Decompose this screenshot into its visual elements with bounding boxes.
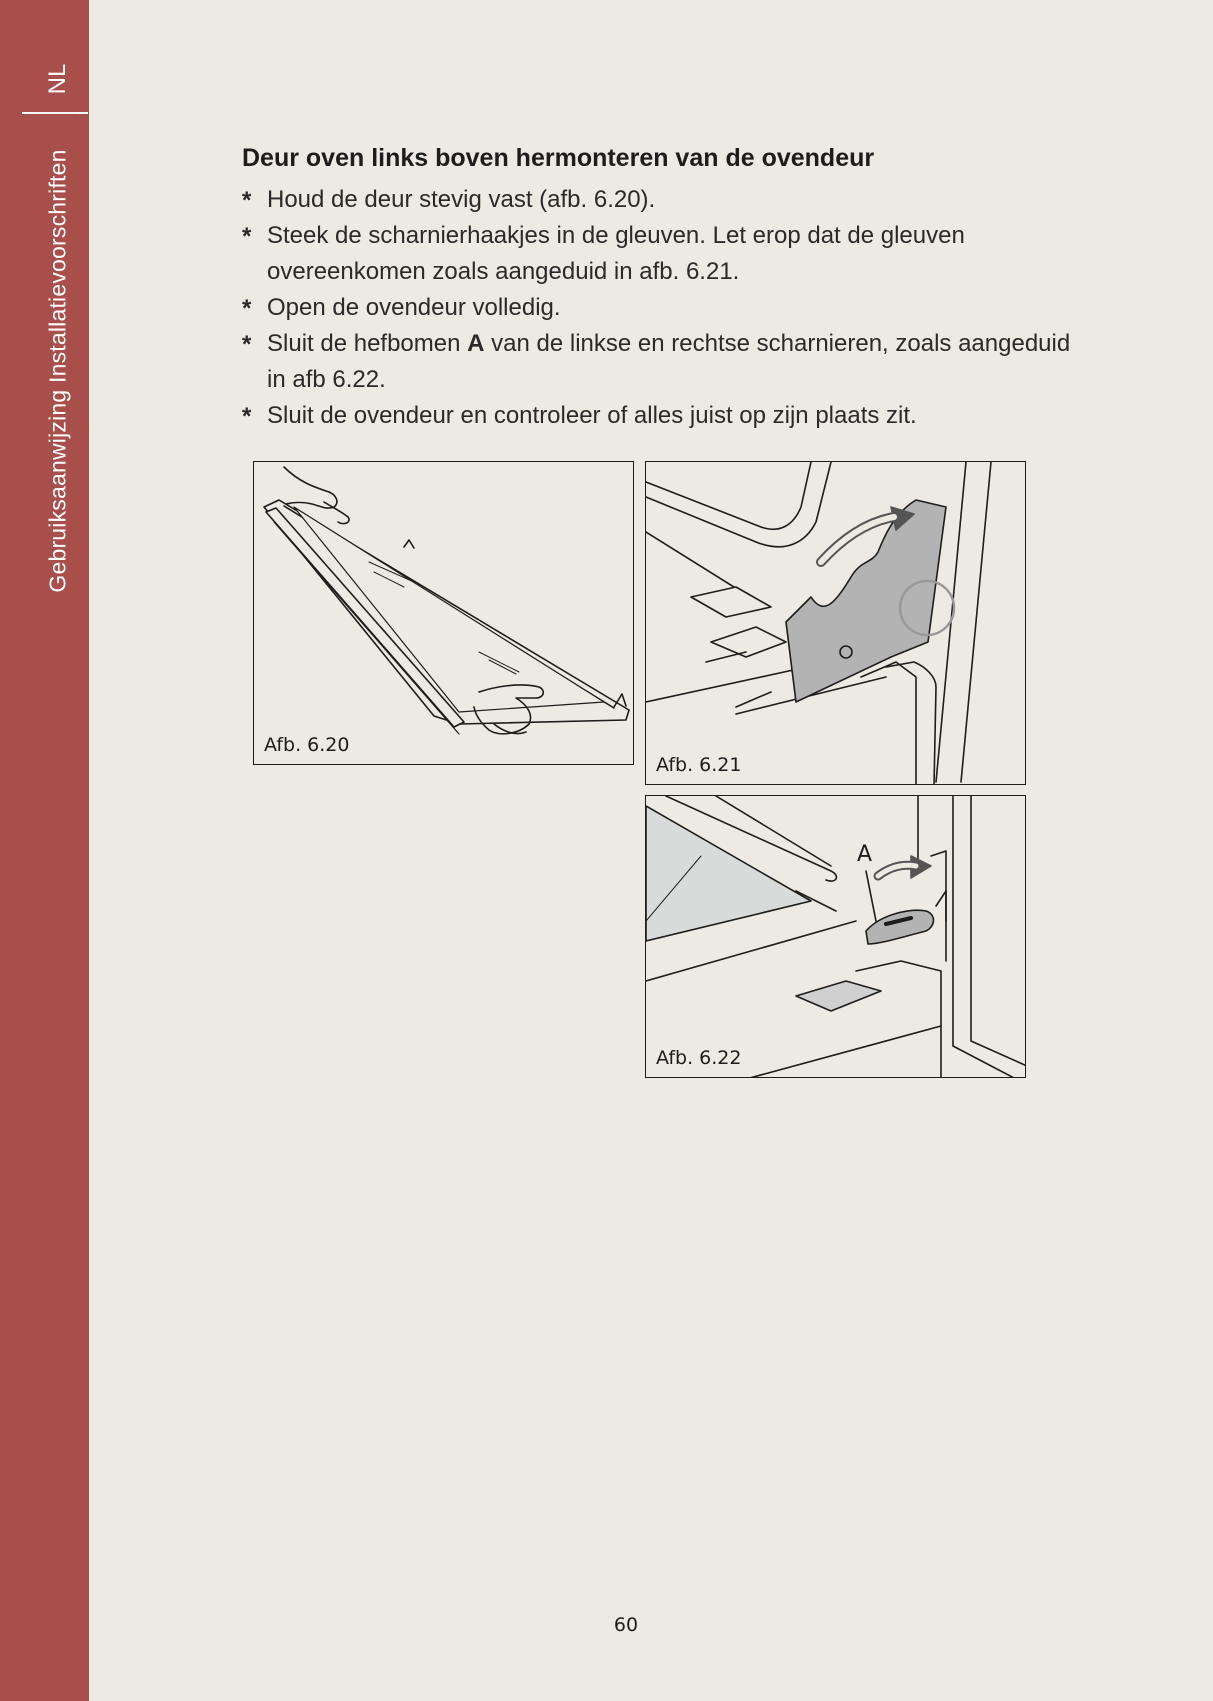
bullet-star: * <box>242 403 252 430</box>
step-item <box>242 218 1072 290</box>
lever-label: A <box>857 842 873 867</box>
step-item <box>242 326 1072 398</box>
main-content <box>242 140 1072 434</box>
hinge-slot-illustration <box>646 462 1026 785</box>
figure-caption: Afb. 6.21 <box>656 754 742 776</box>
figure-caption: Afb. 6.22 <box>656 1047 742 1069</box>
step-item <box>242 290 1072 326</box>
sidebar <box>0 0 89 1701</box>
page-number: 60 <box>613 1614 639 1636</box>
step-text: van de linkse en rechtse scharnieren, zoals aangeduid in afb 6.22. <box>267 330 1071 393</box>
step-text: Houd de deur stevig vast (afb. 6.20). <box>267 186 656 213</box>
figure-6-22 <box>645 795 1026 1078</box>
lever-label-a: A <box>467 330 485 357</box>
step-item <box>242 398 1072 434</box>
figure-6-21 <box>645 461 1026 785</box>
sidebar-divider <box>22 112 88 114</box>
sidebar-section-title: Gebruiksaanwijzing Installatievoorschriften <box>44 149 71 593</box>
language-label: NL <box>44 63 71 95</box>
section-heading: Deur oven links boven hermonteren van de ovendeur <box>242 144 875 172</box>
bullet-star: * <box>242 223 252 250</box>
step-text: Steek de scharnierhaakjes in de gleuven. Let erop dat de gleuven overeenkomen zoals aangeduid in afb. 6.21. <box>267 222 965 285</box>
bullet-star: * <box>242 331 252 358</box>
step-text: Sluit de hefbomen <box>267 330 468 357</box>
step-item <box>242 182 1072 218</box>
bullet-star: * <box>242 295 252 322</box>
step-text: Open de ovendeur volledig. <box>267 294 561 321</box>
bullet-star: * <box>242 187 252 214</box>
figure-6-20 <box>253 461 634 765</box>
oven-door-illustration <box>254 462 634 765</box>
figure-caption: Afb. 6.20 <box>264 734 350 756</box>
steps-list <box>242 182 1072 434</box>
hinge-lever-illustration <box>646 796 1026 1078</box>
step-text: Sluit de ovendeur en controleer of alles juist op zijn plaats zit. <box>267 402 917 429</box>
